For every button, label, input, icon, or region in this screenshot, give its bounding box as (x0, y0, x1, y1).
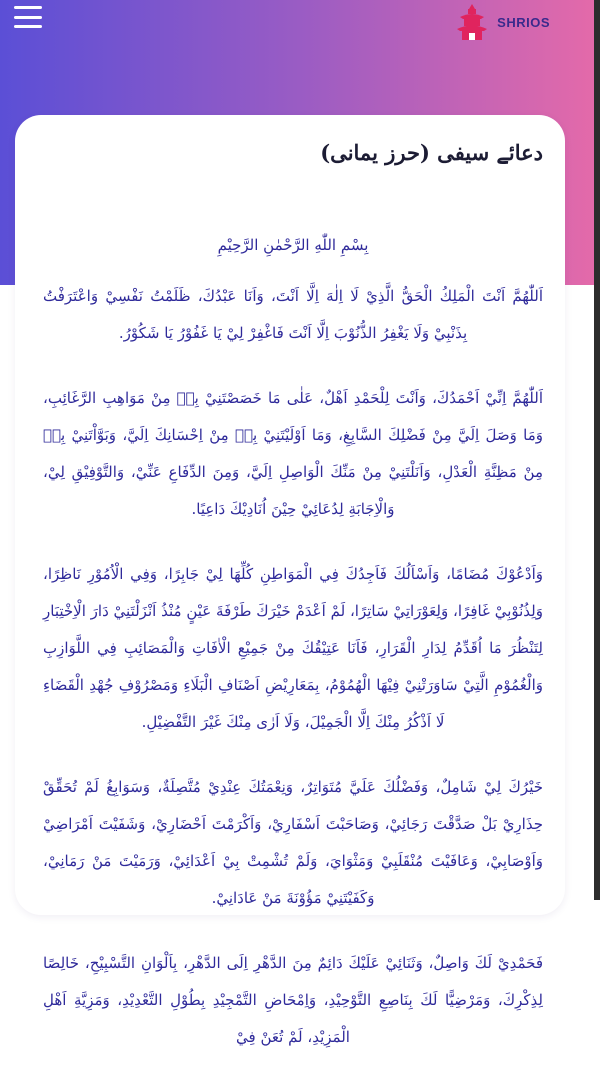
brand-name: SHRIOS (497, 14, 550, 30)
top-bar (0, 0, 600, 48)
dua-paragraph: وَاَدْعُوْكَ مُضَامًا، وَاَسْاَلُكَ فَاَجِدُكَ فِي الْمَوَاطِنِ كُلِّهَا لِيْ جَابِرًا، وَفِي الْاُمُوْرِ نَاظِرًا، وَلِذُنُوْبِيْ غَافِرًا، وَلِعَوْرَاتِيْ سَاتِرًا، لَمْ اَعْدَمْ خَيْرَكَ طَرْفَةَ عَيْنٍ مُنْذُ اَنْزَلْتَنِيْ دَارَ الْاِخْتِبَارِ لِتَنْظُرَ مَا اُقَدِّمُ لِدَارِ الْقَرَارِ، فَاَنَا عَتِيْقُكَ مِنْ جَمِيْعِ الْاٰفَاتِ وَالْمَصَائِبِ فِي اللَّوَازِبِ وَالْغُمُوْمِ الَّتِيْ سَاوَرَتْنِيْ فِيْهَا الْهُمُوْمُ، بِمَعَارِيْضِ اَصْنَافِ الْبَلَاءِ وَمَصْرُوْفِ جُهْدِ الْقَضَاءِ لَا اَذْكُرُ مِنْكَ اِلَّا الْجَمِيْلَ، وَلَا اَرٰى مِنْكَ غَيْرَ التَّفْضِيْلِ. (43, 565, 543, 731)
dua-paragraph: اَللّٰهُمَّ اِنِّيْ اَحْمَدُكَ، وَاَنْتَ لِلْحَمْدِ اَهْلٌ، عَلٰى مَا خَصَصْتَنِيْ بِهٖ مِنْ مَوَاهِبِ الرَّغَائِبِ، وَمَا وَصَلَ اِلَيَّ مِنْ فَضْلِكَ السَّابِغِ، وَمَا اَوْلَيْتَنِيْ بِهٖ مِنْ اِحْسَانِكَ اِلَيَّ، وَبَوَّاْتَنِيْ بِهٖ مِنْ مَظِنَّةِ الْعَدْلِ، وَاَنَلْتَنِيْ مِنْ مَنِّكَ الْوَاصِلِ اِلَيَّ، وَمِنَ الدِّفَاعِ عَنِّيْ، وَالتَّوْفِيْقِ لِيْ، وَالْاِجَابَةِ لِدُعَائِيْ حِيْنَ اُنَادِيْكَ دَاعِيًا. (43, 389, 543, 518)
bismillah-line: بِسْمِ اللّٰهِ الرَّحْمٰنِ الرَّحِيْمِ (217, 236, 369, 254)
page-title: دعائے سیفی (حرز یمانی) (320, 140, 543, 165)
content-card (15, 115, 565, 1046)
scrollbar-thumb[interactable] (594, 0, 600, 900)
dua-paragraph: فَحَمْدِيْ لَكَ وَاصِلٌ، وَثَنَائِيْ عَلَيْكَ دَائِمٌ مِنَ الدَّهْرِ اِلَى الدَّهْرِ، بِاَلْوَانِ التَّسْبِيْحِ، خَالِصًا لِذِكْرِكَ، وَمَرْضِيًّا لَكَ بِنَاصِعِ التَّوْحِيْدِ، وَاِمْحَاضِ التَّمْجِيْدِ بِطُوْلِ التَّعْدِيْدِ، وَمَزِيَّةِ اَهْلِ الْمَزِيْدِ، لَمْ تُعَنْ فِيْ (43, 954, 543, 1046)
dua-text (43, 227, 543, 1084)
pagoda-logo-icon (455, 2, 489, 42)
brand[interactable] (455, 2, 550, 42)
dua-paragraph: خَيْرُكَ لِيْ شَامِلٌ، وَفَضْلُكَ عَلَيَّ مُتَوَاتِرٌ، وَنِعْمَتُكَ عِنْدِيْ مُتَّصِلَةٌ، وَسَوَابِغُ لَمْ تُحَقِّقْ حِذَارِيْ بَلْ صَدَّقْتَ رَجَائِيْ، وَصَاحَبْتَ اَسْفَارِيْ، وَاَكْرَمْتَ اَحْضَارِيْ، وَشَفَيْتَ اَمْرَاضِيْ وَاَوْصَابِيْ، وَعَافَيْتَ مُنْقَلَبِيْ وَمَثْوَايَ، وَلَمْ تُشْمِتْ بِيْ اَعْدَائِيْ، وَرَمَيْتَ مَنْ رَمَانِيْ، وَكَفَيْتَنِيْ مَؤُوْنَةَ مَنْ عَادَانِيْ. (43, 778, 543, 907)
dua-paragraph: اَللّٰهُمَّ اَنْتَ الْمَلِكُ الْحَقُّ الَّذِيْ لَا اِلٰهَ اِلَّا اَنْتَ، وَاَنَا عَبْدُكَ، ظَلَمْتُ نَفْسِيْ وَاعْتَرَفْتُ بِذَنْبِيْ وَلَا يَغْفِرُ الذُّنُوْبَ اِلَّا اَنْتَ فَاغْفِرْ لِيْ يَا غَفُوْرُ يَا شَكُوْرُ. (43, 287, 543, 342)
hamburger-icon[interactable] (14, 6, 42, 28)
